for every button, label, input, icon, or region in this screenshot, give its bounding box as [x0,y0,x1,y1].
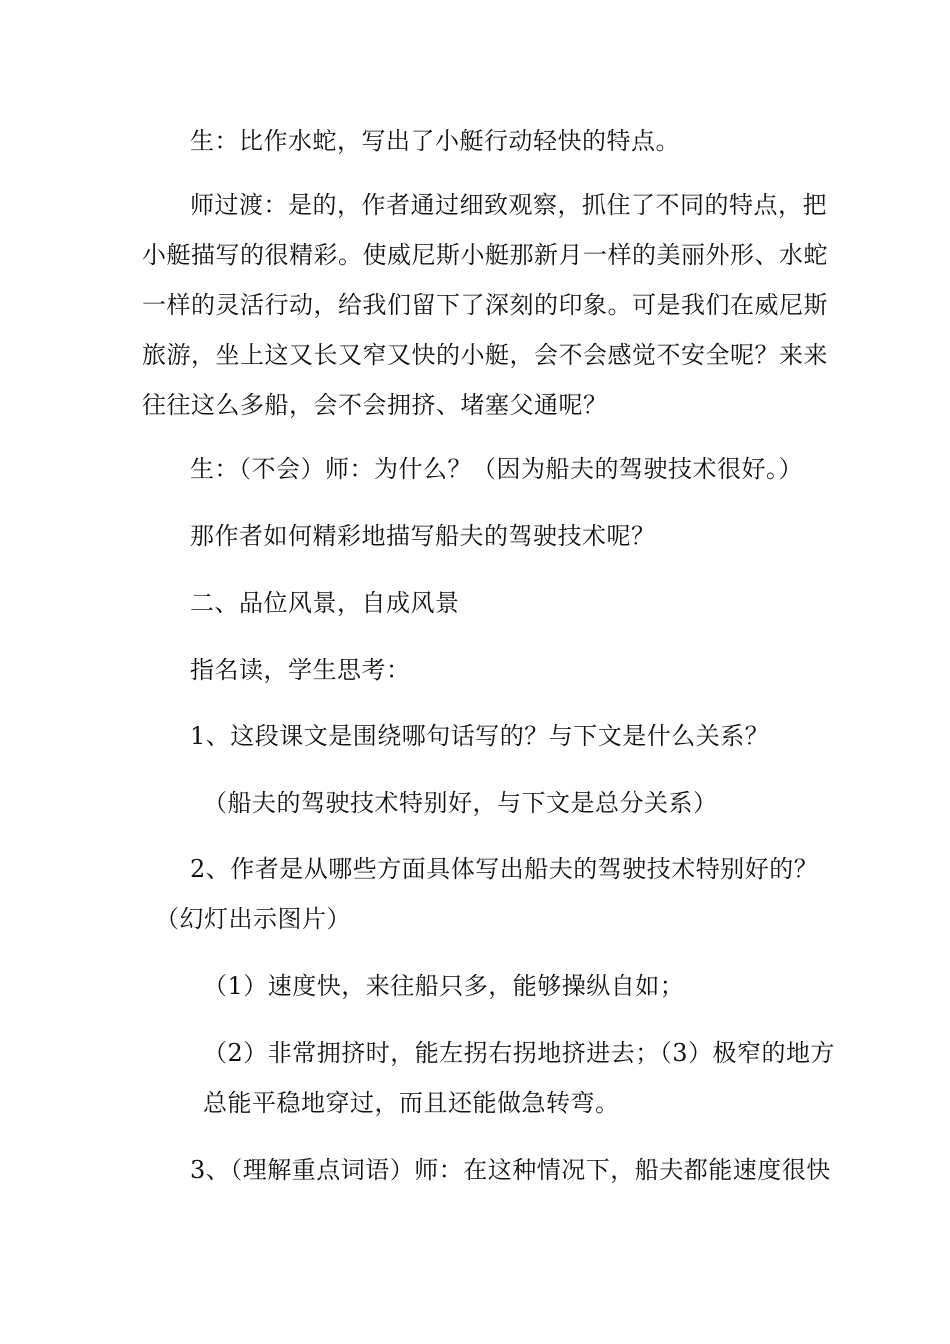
question-1: 1、这段课文是围绕哪句话写的？与下文是什么关系？ [190,722,770,750]
answer-point-2-3: （2）非常拥挤时，能左拐右拐地挤进去；（3）极窄的地方 [203,1039,836,1067]
paragraph-line: 生：比作水蛇，写出了小艇行动轻快的特点。 [190,127,680,155]
paragraph-line: 师过渡：是的，作者通过细致观察，抓住了不同的特点，把 [190,191,827,219]
question-3: 3、（理解重点词语）师：在这种情况下，船夫都能速度很快 [190,1156,831,1184]
paragraph-line: 一样的灵活行动，给我们留下了深刻的印象。可是我们在威尼斯 [142,291,828,319]
question-2: 2、作者是从哪些方面具体写出船夫的驾驶技术特别好的？ [190,855,819,883]
paragraph-line: 往往这么多船，会不会拥挤、堵塞父通呢？ [142,391,608,419]
paragraph-line: 那作者如何精彩地描写船夫的驾驶技术呢？ [190,522,656,550]
section-heading: 二、品位风景，自成风景 [190,589,460,617]
answer-point-3-cont: 总能平稳地穿过，而且还能做急转弯。 [203,1089,620,1117]
answer-point-1: （1）速度快，来往船只多，能够操纵自如； [203,972,685,1000]
answer-1: （船夫的驾驶技术特别好，与下文是总分关系） [203,789,718,817]
paragraph-line: 指名读，学生思考： [190,656,411,684]
paragraph-line: （幻灯出示图片） [155,905,351,933]
paragraph-line: 小艇描写的很精彩。使威尼斯小艇那新月一样的美丽外形、水蛇 [142,241,828,269]
paragraph-line: 生：（不会）师：为什么？（因为船夫的驾驶技术很好。） [190,455,803,483]
paragraph-line: 旅游，坐上这又长又窄又快的小艇，会不会感觉不安全呢？来来 [142,341,828,369]
